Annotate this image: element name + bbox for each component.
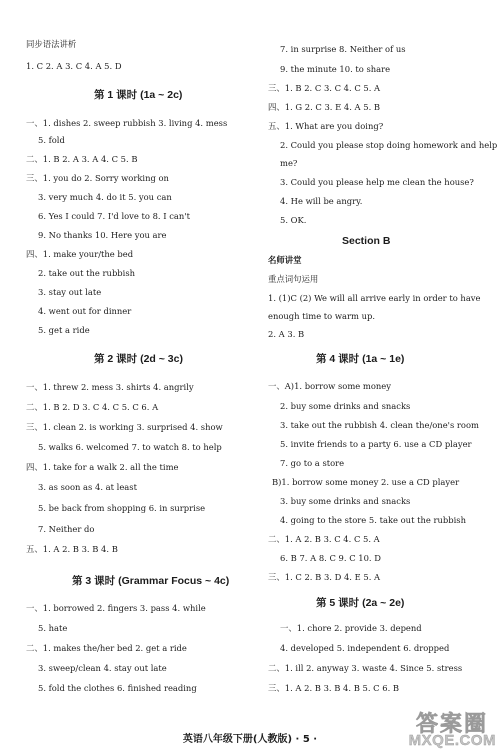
answer-line: B)1. borrow some money 2. use a CD player [272, 477, 460, 487]
answer-line: 一、1. threw 2. mess 3. shirts 4. angrily [26, 382, 194, 392]
answer-line: 5. fold the clothes 6. finished reading [38, 683, 197, 693]
answer-line: 5. hate [38, 623, 68, 633]
lesson2-heading: 第 2 课时 (2d ~ 3c) [94, 353, 183, 365]
answer-line: 五、1. A 2. B 3. B 4. B [26, 544, 118, 554]
answer-line: 五、1. What are you doing? [268, 121, 384, 131]
answer-line: enough time to warm up. [268, 311, 376, 321]
watermark-top-text: 答案圈 [415, 711, 488, 736]
lesson3-heading: 第 3 课时 (Grammar Focus ~ 4c) [72, 575, 230, 587]
answer-line: 6. B 7. A 8. C 9. C 10. D [280, 553, 381, 563]
watermark-bottom-text: MXQE.COM [408, 732, 496, 749]
answer-line: 一、1. dishes 2. sweep rubbish 3. living 4. mess [26, 118, 228, 128]
answer-line: 7. Neither do [38, 524, 95, 534]
answer-line: 4. He will be angry. [280, 196, 363, 206]
answer-line: 一、A)1. borrow some money [268, 381, 391, 391]
answer-line: 5. invite friends to a party 6. use a CD player [280, 439, 472, 449]
section-b-heading: Section B [342, 235, 391, 247]
answer-line: 三、1. you do 2. Sorry working on [26, 173, 169, 183]
answer-line: 一、1. borrowed 2. fingers 3. pass 4. while [26, 603, 206, 613]
answer-line: 7. in surprise 8. Neither of us [280, 44, 406, 54]
answer-line: 4. went out for dinner [38, 306, 132, 316]
answer-line: 9. No thanks 10. Here you are [38, 230, 167, 240]
answer-line: 3. sweep/clean 4. stay out late [38, 663, 167, 673]
answer-line: 四、1. G 2. C 3. E 4. A 5. B [268, 102, 381, 112]
answer-line: 三、1. B 2. C 3. C 4. C 5. A [268, 83, 381, 93]
answer-line: 2. take out the rubbish [38, 268, 136, 278]
answer-line: 3. Could you please help me clean the house? [280, 177, 474, 187]
answer-line: 一、1. chore 2. provide 3. depend [280, 623, 422, 633]
lesson5-heading: 第 5 课时 (2a ~ 2e) [316, 597, 405, 609]
answer-line: 2. Could you please stop doing homework and help [280, 140, 498, 150]
answer-line: 5. fold [38, 135, 65, 145]
answer-line: 3. very much 4. do it 5. you can [38, 192, 172, 202]
answer-line: 5. OK. [280, 215, 307, 225]
answer-line: 5. get a ride [38, 325, 90, 335]
answer-line: 1. (1)C (2) We will all arrive early in order to have [268, 293, 481, 303]
answer-line: 二、1. B 2. D 3. C 4. C 5. C 6. A [26, 402, 159, 412]
answer-line: 二、1. ill 2. anyway 3. waste 4. Since 5. stress [268, 663, 463, 673]
teacher-label: 名师讲堂 [268, 255, 302, 265]
answer-line: 3. as soon as 4. at least [38, 482, 137, 492]
section-title: 同步语法讲析 [26, 39, 77, 49]
answer-line: 6. Yes I could 7. I'd love to 8. I can't [38, 211, 190, 221]
answer-line: 5. walks 6. welcomed 7. to watch 8. to help [38, 442, 222, 452]
answer-line: 7. go to a store [280, 458, 345, 468]
answer-line: 4. going to the store 5. take out the rubbish [280, 515, 466, 525]
answer-line: 4. developed 5. independent 6. dropped [280, 643, 450, 653]
answer-line: 5. be back from shopping 6. in surprise [38, 503, 206, 513]
lesson4-heading: 第 4 课时 (1a ~ 1e) [316, 353, 405, 365]
answer-line: 3. stay out late [38, 287, 102, 297]
answer-line: 二、1. A 2. B 3. C 4. C 5. A [268, 534, 380, 544]
key-words-label: 重点词句运用 [268, 274, 319, 284]
watermark-logo [400, 705, 496, 749]
answer-line: 二、1. B 2. A 3. A 4. C 5. B [26, 154, 138, 164]
answer-line: 3. take out the rubbish 4. clean the/one's room [280, 420, 479, 430]
answer-line: 四、1. make your/the bed [26, 249, 134, 259]
answer-line: 2. A 3. B [268, 329, 305, 339]
answer-line: 三、1. C 2. B 3. D 4. E 5. A [268, 572, 381, 582]
lesson1-heading: 第 1 课时 (1a ~ 2c) [94, 89, 183, 101]
answer-line: 9. the minute 10. to share [280, 64, 391, 74]
answer-line: 二、1. makes the/her bed 2. get a ride [26, 643, 187, 653]
answer-line: me? [280, 158, 298, 168]
answer-line: 2. buy some drinks and snacks [280, 401, 411, 411]
answer-line: 三、1. A 2. B 3. B 4. B 5. C 6. B [268, 683, 400, 693]
answer-line: 四、1. take for a walk 2. all the time [26, 462, 179, 472]
answer-line: 三、1. clean 2. is working 3. surprised 4. show [26, 422, 223, 432]
answer-line: 3. buy some drinks and snacks [280, 496, 411, 506]
answers-line: 1. C 2. A 3. C 4. A 5. D [26, 61, 122, 71]
page-footer: 英语八年级下册(人教版) · 5 · [182, 734, 318, 745]
